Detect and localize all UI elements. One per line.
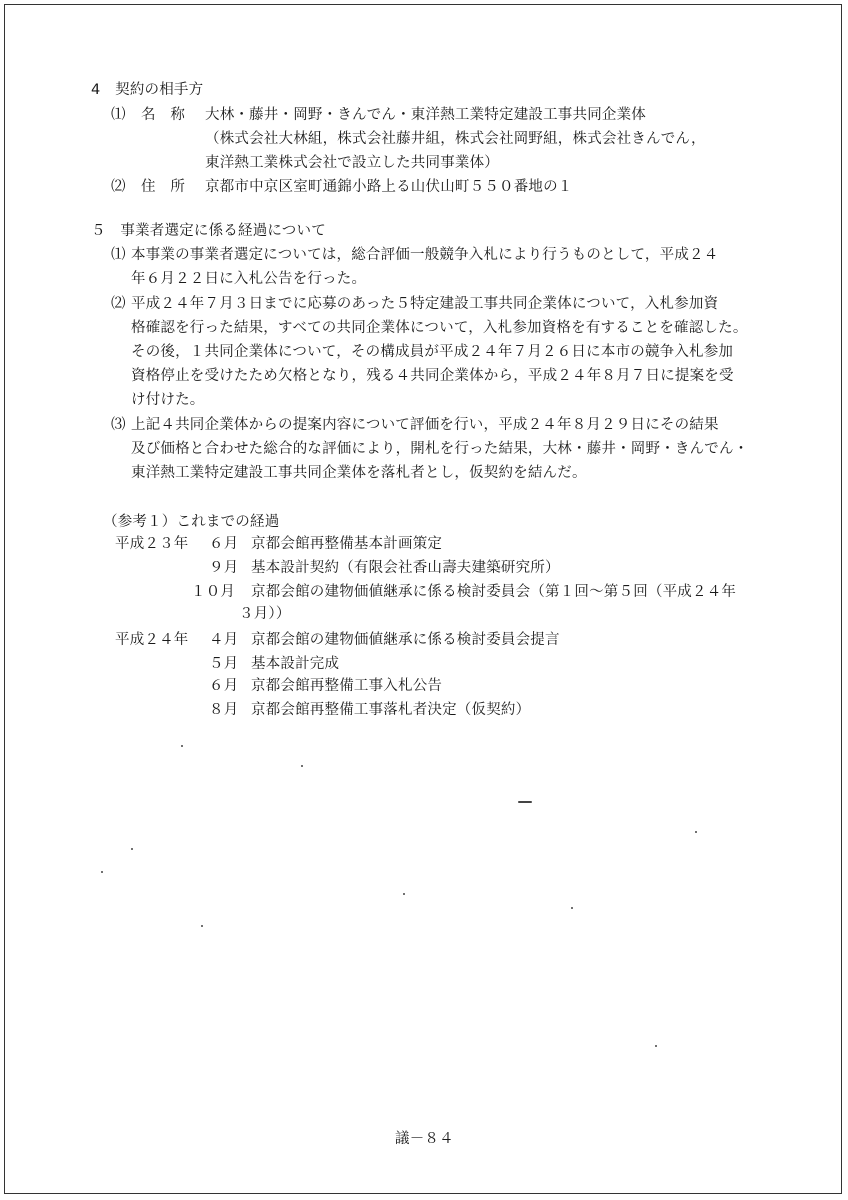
p2-line2: 格確認を行った結果，すべての共同企業体について，入札参加資格を有することを確認した。 xyxy=(131,320,748,336)
scan-speck xyxy=(301,765,303,767)
p2-number: ⑵ xyxy=(111,296,126,312)
item1-number: ⑴ xyxy=(111,107,126,123)
scan-speck xyxy=(181,745,183,747)
p2-line5: け付けた。 xyxy=(131,392,205,408)
ref-row2-month: ９月 xyxy=(209,560,239,576)
page-number: 議－８４ xyxy=(395,1131,454,1147)
scan-speck xyxy=(655,1045,657,1047)
section4-heading: 4 契約の相手方 xyxy=(91,82,204,98)
ref-row6-month: ６月 xyxy=(209,678,239,694)
scan-speck xyxy=(201,925,203,927)
scan-speck xyxy=(518,801,532,803)
scan-speck xyxy=(695,831,697,833)
ref-row3-text: 京都会館の建物価値継承に係る検討委員会（第１回～第５回（平成２４年 xyxy=(251,584,737,600)
scan-speck xyxy=(571,907,573,909)
ref-row7-text: 京都会館再整備工事落札者決定（仮契約） xyxy=(251,702,531,718)
item1-value: 大林・藤井・岡野・きんでん・東洋熱工業特定建設工事共同企業体 xyxy=(205,107,646,123)
scan-speck xyxy=(131,848,133,850)
item2-number: ⑵ xyxy=(111,179,126,195)
p3-line1: 上記４共同企業体からの提案内容について評価を行い，平成２４年８月２９日にその結果 xyxy=(131,417,719,433)
ref-row1-month: ６月 xyxy=(209,536,239,552)
item1-label: 名 称 xyxy=(141,107,186,123)
ref-row7-month: ８月 xyxy=(209,702,239,718)
reference-heading: （参考１）これまでの経過 xyxy=(103,514,280,530)
p1-line1: 本事業の事業者選定については，総合評価一般競争入札により行うものとして，平成２４ xyxy=(131,247,719,263)
ref-row3-continued: ３月）） xyxy=(239,606,291,622)
item1-note-line2: 東洋熱工業株式会社で設立した共同事業体） xyxy=(205,155,499,171)
ref-row5-month: ５月 xyxy=(209,656,239,672)
document-page xyxy=(4,4,842,1194)
ref-row5-text: 基本設計完成 xyxy=(251,656,340,672)
p1-number: ⑴ xyxy=(111,247,126,263)
ref-row2-text: 基本設計契約（有限会社香山壽夫建築研究所） xyxy=(251,560,560,576)
section5-heading: ５ 事業者選定に係る経過について xyxy=(91,223,326,239)
ref-row6-text: 京都会館再整備工事入札公告 xyxy=(251,678,443,694)
p2-line1: 平成２４年７月３日までに応募のあった５特定建設工事共同企業体について，入札参加資 xyxy=(131,296,719,312)
p3-number: ⑶ xyxy=(111,417,126,433)
item2-label: 住 所 xyxy=(141,179,186,195)
scan-speck xyxy=(403,893,405,895)
p3-line3: 東洋熱工業特定建設工事共同企業体を落札者とし，仮契約を結んだ。 xyxy=(131,465,587,481)
ref-row4-year: 平成２４年 xyxy=(115,632,189,648)
p2-line4: 資格停止を受けたため欠格となり，残る４共同企業体から，平成２４年８月７日に提案を受 xyxy=(131,368,734,384)
ref-row4-text: 京都会館の建物価値継承に係る検討委員会提言 xyxy=(251,632,560,648)
ref-row4-month: ４月 xyxy=(209,632,239,648)
item1-note-line1: （株式会社大林組，株式会社藤井組，株式会社岡野組，株式会社きんでん， xyxy=(205,131,706,147)
ref-row3-month: １０月 xyxy=(191,584,236,600)
ref-row1-text: 京都会館再整備基本計画策定 xyxy=(251,536,443,552)
p2-line3: その後，１共同企業体について，その構成員が平成２４年７月２６日に本市の競争入札参加 xyxy=(131,344,734,360)
p3-line2: 及び価格と合わせた総合的な評価により，開札を行った結果，大林・藤井・岡野・きんでん・ xyxy=(131,441,749,457)
ref-row1-year: 平成２３年 xyxy=(115,536,189,552)
p1-line2: 年６月２２日に入札公告を行った。 xyxy=(131,271,367,287)
item2-value: 京都市中京区室町通錦小路上る山伏山町５５０番地の１ xyxy=(205,179,573,195)
scan-speck xyxy=(101,871,103,873)
